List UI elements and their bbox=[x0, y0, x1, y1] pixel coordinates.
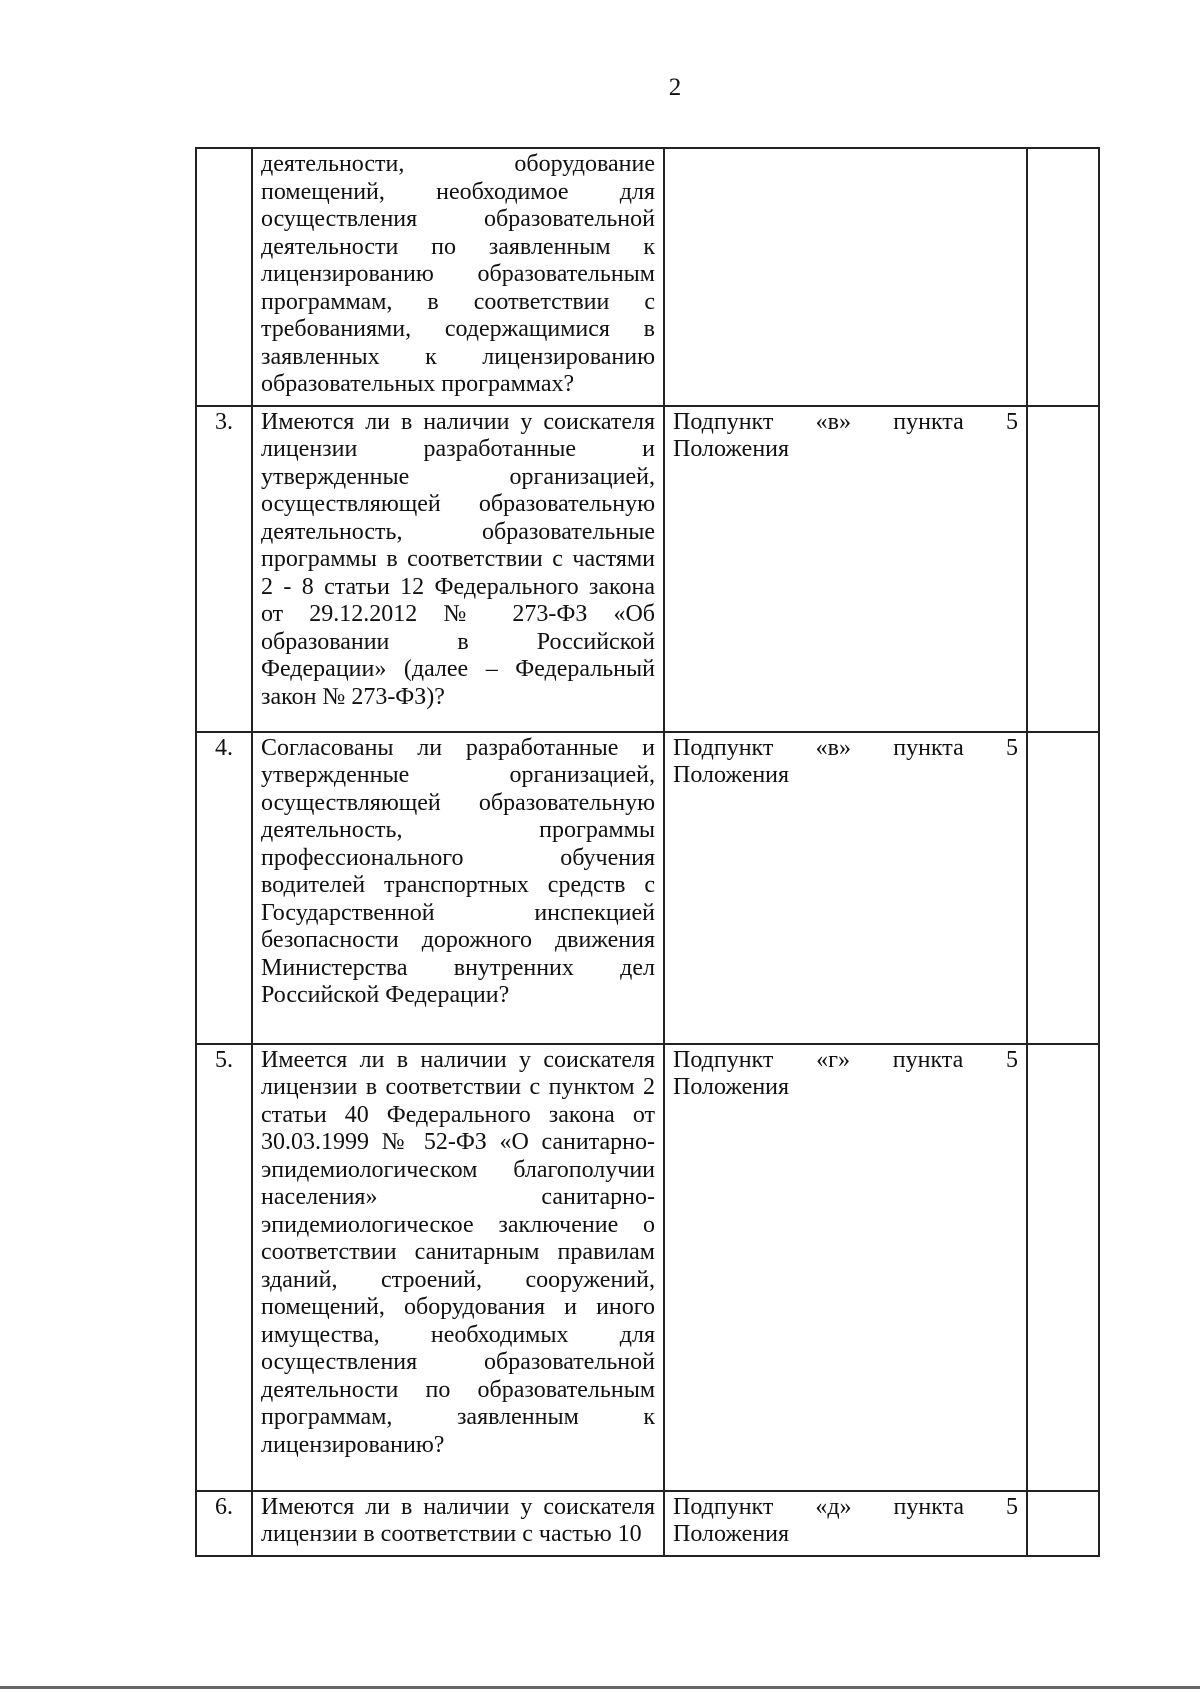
legal-reference bbox=[664, 1491, 1027, 1556]
note-cell bbox=[1027, 732, 1099, 1044]
page-number: 2 bbox=[668, 74, 682, 101]
note-cell bbox=[1027, 1491, 1099, 1556]
ref-word: Подпункт bbox=[673, 734, 774, 761]
row-number: 3. bbox=[196, 406, 252, 732]
question-text: Имеется ли в наличии у соискателя лицензии в соответствии с пунктом 2 статьи 40 Федерального закона от 30.03.1999 № 52-ФЗ «О санитарно-эпидемиологическом благополучии населения» санитарно-эпидемиологическое заключение о соответствии санитарным правилам зданий, строений, сооружений, помещений, оборудования и иного имущества, необходимых для осуществления образовательной деятельности по образовательным программам, заявленным к лицензированию? bbox=[252, 1044, 664, 1491]
table-row bbox=[196, 406, 1099, 732]
table-row bbox=[196, 1044, 1099, 1491]
table-row bbox=[196, 732, 1099, 1044]
legal-reference bbox=[664, 406, 1027, 732]
legal-reference bbox=[664, 732, 1027, 1044]
ref-word: Подпункт bbox=[673, 1493, 774, 1520]
table-row bbox=[196, 1491, 1099, 1556]
ref-word: пункта bbox=[893, 1493, 964, 1520]
row-number: 6. bbox=[196, 1491, 252, 1556]
ref-word: пункта bbox=[893, 734, 964, 761]
row-number: 4. bbox=[196, 732, 252, 1044]
legal-reference bbox=[664, 148, 1027, 406]
row-number: 5. bbox=[196, 1044, 252, 1491]
ref-line-2: Положения bbox=[673, 1074, 790, 1100]
ref-line-2: Положения bbox=[673, 762, 790, 788]
scan-edge-line bbox=[0, 1686, 1200, 1689]
ref-word: пункта bbox=[893, 408, 964, 435]
legal-reference bbox=[664, 1044, 1027, 1491]
ref-line-2: Положения bbox=[673, 1521, 790, 1547]
question-text: Согласованы ли разработанные и утвержденные организацией, осуществляющей образовательную деятельность, программы профессионального обучения водителей транспортных средств с Государственной инспекцией безопасности дорожного движения Министерства внутренних дел Российской Федерации? bbox=[252, 732, 664, 1044]
ref-line-2: Положения bbox=[673, 436, 790, 462]
ref-word: «в» bbox=[815, 734, 851, 761]
question-text: деятельности, оборудование помещений, необходимое для осуществления образовательной деятельности по заявленным к лицензированию образовательным программам, в соответствии с требованиями, содержащимися в заявленных к лицензированию образовательных программах? bbox=[252, 148, 664, 406]
ref-word: «в» bbox=[815, 408, 851, 435]
note-cell bbox=[1027, 148, 1099, 406]
note-cell bbox=[1027, 406, 1099, 732]
table-row bbox=[196, 148, 1099, 406]
ref-word: Подпункт bbox=[673, 1046, 774, 1073]
note-cell bbox=[1027, 1044, 1099, 1491]
ref-word: пункта bbox=[892, 1046, 964, 1073]
ref-word: 5 bbox=[1005, 408, 1018, 435]
requirements-table bbox=[195, 147, 1100, 1557]
ref-word: «д» bbox=[815, 1493, 852, 1520]
ref-word: Подпункт bbox=[673, 408, 774, 435]
ref-word: 5 bbox=[1005, 734, 1018, 761]
ref-word: «г» bbox=[816, 1046, 850, 1073]
ref-word: 5 bbox=[1005, 1493, 1018, 1520]
question-text: Имеются ли в наличии у соискателя лицензии разработанные и утвержденные организацией, осуществляющей образовательную деятельность, образовательные программы в соответствии с частями 2 - 8 статьи 12 Федерального закона от 29.12.2012 № 273-ФЗ «Об образовании в Российской Федерации» (далее – Федеральный закон № 273-ФЗ)? bbox=[252, 406, 664, 732]
question-text: Имеются ли в наличии у соискателя лицензии в соответствии с частью 10 bbox=[252, 1491, 664, 1556]
row-number bbox=[196, 148, 252, 406]
ref-word: 5 bbox=[1005, 1046, 1018, 1073]
